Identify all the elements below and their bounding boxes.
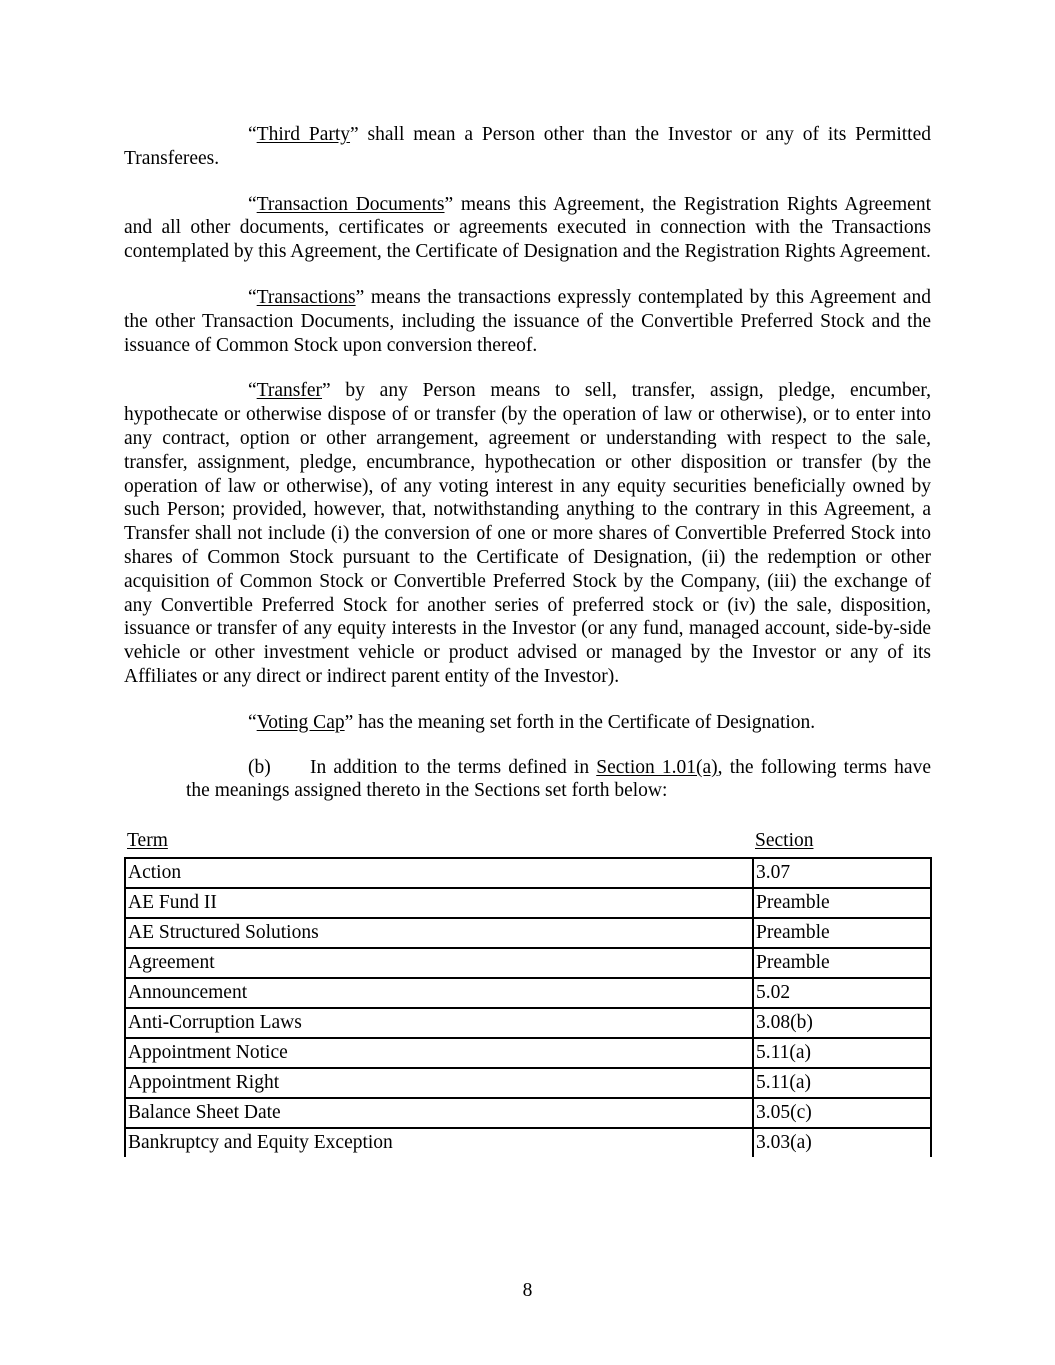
definition-text: means this Agreement, the Registration Rights Agreement and all other documents, certificates or agreements executed in connection with the Transactions contemplated by this Agreement, the Certificate of Designation and the Registration Rights Agreement. — [124, 193, 931, 263]
table-row — [125, 858, 931, 888]
subsection-b: (b) In addition to the terms defined in Section 1.01(a), the following terms have the meanings assigned thereto in the Sections set forth below: — [186, 756, 931, 802]
section-cell: 3.05(c) — [753, 1098, 931, 1128]
table-row — [125, 948, 931, 978]
document-page — [124, 123, 931, 1157]
section-cell: 3.07 — [753, 858, 931, 888]
section-cell: Preamble — [753, 888, 931, 918]
term-cell: AE Fund II — [125, 888, 753, 918]
table-row — [125, 1098, 931, 1128]
section-cell: 3.03(a) — [753, 1128, 931, 1157]
term-cell: Announcement — [125, 978, 753, 1008]
table-header — [124, 830, 931, 854]
table-row — [125, 1038, 931, 1068]
subsection-label: (b) — [248, 756, 271, 778]
defined-term: Voting Cap — [256, 711, 345, 733]
term-cell: Bankruptcy and Equity Exception — [125, 1128, 753, 1157]
table-row — [125, 888, 931, 918]
section-cell: 5.11(a) — [753, 1038, 931, 1068]
defined-terms-table — [124, 857, 932, 1157]
term-cell: Agreement — [125, 948, 753, 978]
definition-transactions: “Transactions” means the transactions expressly contemplated by this Agreement and the other Transaction Documents, including the issuance of the Convertible Preferred Stock and the issuance of Common Stock upon conversion thereof. — [124, 286, 931, 356]
term-cell: Anti-Corruption Laws — [125, 1008, 753, 1038]
table-row — [125, 978, 931, 1008]
table-row — [125, 918, 931, 948]
defined-term: Transaction Documents — [256, 193, 445, 215]
section-cell: 3.08(b) — [753, 1008, 931, 1038]
column-header-term: Term — [127, 830, 168, 852]
defined-term: Third Party — [256, 124, 351, 145]
table-row — [125, 1068, 931, 1098]
table-row — [125, 1008, 931, 1038]
definition-transfer: “Transfer” by any Person means to sell, transfer, assign, pledge, encumber, hypothecate or otherwise dispose of or transfer (by the operation of law or otherwise), or to enter into any contract, option or other arrangement, agreement or understanding with respect to the sale, transfer, assignment, pledge, encumbrance, hypothecation or other disposition or transfer (by the operation of law or otherwise), of any voting interest in any equity securities beneficially owned by such Person; provided, however, that, notwithstanding anything to the contrary in this Agreement, a Transfer shall not include (i) the conversion of one or more shares of Convertible Preferred Stock into shares of Common Stock pursuant to the Certificate of Designation, (ii) the redemption or other acquisition of Common Stock or Convertible Preferred Stock by the Company, (iii) the exchange of any Convertible Preferred Stock for another series of preferred stock or (iv) the sale, disposition, issuance or transfer of any equity interests in the Investor (or any fund, managed account, side-by-side vehicle or other investment vehicle or product advised or managed by the Investor or any of its Affiliates or any direct or indirect parent entity of the Investor). — [124, 380, 931, 687]
definition-text: means the transactions expressly contemplated by this Agreement and the other Transaction Documents, including the issuance of the Convertible Preferred Stock and the issuance of Common Stock upon conversion thereof. — [124, 286, 931, 356]
section-cell: Preamble — [753, 918, 931, 948]
defined-term: Transactions — [256, 286, 356, 308]
defined-term: Transfer — [256, 380, 323, 402]
term-cell: AE Structured Solutions — [125, 918, 753, 948]
term-cell: Appointment Notice — [125, 1038, 753, 1068]
table-row — [125, 1128, 931, 1157]
section-cell: 5.02 — [753, 978, 931, 1008]
definition-text: by any Person means to sell, transfer, assign, pledge, encumber, hypothecate or otherwise dispose of or transfer (by the operation of law or otherwise), or to enter into any contract, option or other arrangement, agreement or understanding with respect to the sale, transfer, assignment, pledge, encumbrance, hypothecation or other disposition or transfer (by the operation of law or otherwise), of any voting interest in any equity securities beneficially owned by such Person; provided, however, that, notwithstanding anything to the contrary in this Agreement, a Transfer shall not include (i) the conversion of one or more shares of Convertible Preferred Stock into shares of Common Stock pursuant to the Certificate of Designation, (ii) the redemption or other acquisition of Common Stock or Convertible Preferred Stock by the Company, (iii) the exchange of any Convertible Preferred Stock for another series of preferred stock or (iv) the sale, disposition, issuance or transfer of any equity interests in the Investor (or any fund, managed account, side-by-side vehicle or other investment vehicle or product advised or managed by the Investor or any of its Affiliates or any direct or indirect parent entity of the Investor). — [124, 380, 931, 687]
section-reference-link[interactable]: Section 1.01(a) — [596, 756, 718, 778]
section-cell: Preamble — [753, 948, 931, 978]
page-number: 8 — [522, 1280, 533, 1301]
term-cell: Action — [125, 858, 753, 888]
section-cell: 5.11(a) — [753, 1068, 931, 1098]
definition-transaction-documents: “Transaction Documents” means this Agreement, the Registration Rights Agreement and all other documents, certificates or agreements executed in connection with the Transactions contemplated by this Agreement, the Certificate of Designation and the Registration Rights Agreement. — [124, 193, 931, 263]
term-cell: Balance Sheet Date — [125, 1098, 753, 1128]
definition-text: has the meaning set forth in the Certificate of Designation. — [353, 711, 816, 733]
definition-text: shall mean a Person other than the Investor or any of its Permitted Transferees. — [124, 124, 932, 169]
definition-third-party: “Third Party” shall mean a Person other than the Investor or any of its Permitted Transferees. — [124, 124, 932, 169]
term-cell: Appointment Right — [125, 1068, 753, 1098]
definition-voting-cap: “Voting Cap” has the meaning set forth in the Certificate of Designation. — [248, 711, 816, 733]
column-header-section: Section — [755, 830, 814, 852]
